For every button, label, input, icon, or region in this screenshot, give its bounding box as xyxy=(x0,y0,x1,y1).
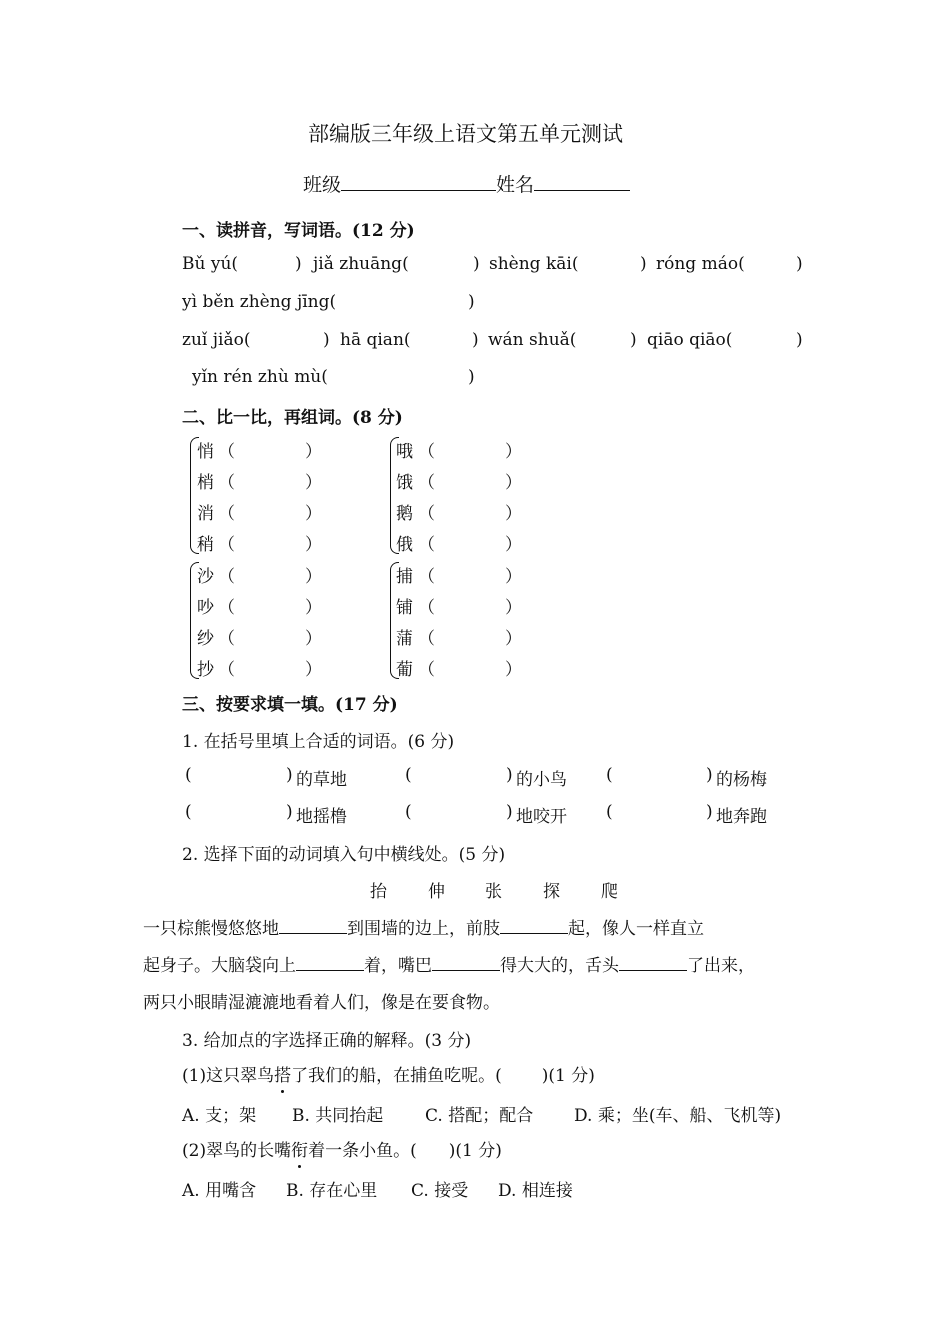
option: D. 相连接 xyxy=(498,1181,573,1201)
answer-paren-close: ） xyxy=(505,442,522,462)
answer-paren-close: ） xyxy=(505,660,522,680)
fill-blank[interactable] xyxy=(500,915,568,934)
answer-paren-close: ） xyxy=(305,473,322,493)
answer-paren-close: ） xyxy=(505,598,522,618)
section-1-heading: 一、读拼音，写词语。(12 分) xyxy=(182,221,415,241)
answer-paren-open: ( xyxy=(185,802,192,822)
answer-paren-close: ) xyxy=(796,330,803,350)
compare-char: 俄 xyxy=(396,535,413,555)
option: C. 接受 xyxy=(411,1181,469,1201)
compare-char: 铺 xyxy=(396,598,413,618)
answer-paren-close: ） xyxy=(305,535,322,555)
compare-char: 葡 xyxy=(396,660,413,680)
answer-paren-close: ) xyxy=(506,765,513,785)
answer-paren-close: ) xyxy=(706,765,713,785)
passage-text: 着，嘴巴 xyxy=(364,956,432,976)
compare-char: 消 xyxy=(197,504,214,524)
compare-char: 稍 xyxy=(197,535,214,555)
answer-paren-close: ) xyxy=(286,765,293,785)
passage-line-1 xyxy=(143,914,704,939)
fill-blank[interactable] xyxy=(432,952,500,971)
score-text: )(1 分) xyxy=(448,1141,502,1161)
answer-paren-open: （ xyxy=(418,598,435,618)
name-blank[interactable] xyxy=(534,172,630,191)
option: B. 存在心里 xyxy=(286,1181,378,1201)
answer-paren-open: （ xyxy=(418,535,435,555)
answer-paren-open: （ xyxy=(218,442,235,462)
option: A. 支；架 xyxy=(182,1106,257,1126)
fill-blank[interactable] xyxy=(619,952,687,971)
compare-char: 沙 xyxy=(197,567,214,587)
compare-char: 抄 xyxy=(197,660,214,680)
answer-paren-open: ( xyxy=(405,765,412,785)
answer-paren-open: ( xyxy=(405,802,412,822)
score-text: )(1 分) xyxy=(541,1066,595,1086)
pinyin-item: Bǔ yú( xyxy=(182,254,239,274)
answer-paren-open: （ xyxy=(218,598,235,618)
answer-paren-close: ） xyxy=(505,535,522,555)
verb-option: 抬 xyxy=(370,882,387,902)
answer-paren-close: ） xyxy=(305,504,322,524)
compare-char: 饿 xyxy=(396,473,413,493)
answer-paren-close: ) xyxy=(286,802,293,822)
answer-paren-close: ） xyxy=(505,567,522,587)
compare-char: 梢 xyxy=(197,473,214,493)
pinyin-item: qiāo qiāo( xyxy=(647,330,733,350)
question-3-label: 3. 给加点的字选择正确的解释。(3 分) xyxy=(182,1031,472,1051)
answer-paren-open: （ xyxy=(218,473,235,493)
sub-question-text: 了我们的船，在捕鱼吃呢。( xyxy=(291,1066,502,1086)
pinyin-item: róng máo( xyxy=(656,254,745,274)
compare-char: 哦 xyxy=(396,442,413,462)
fill-item: 地咬开 xyxy=(516,807,567,827)
answer-paren-close: ) xyxy=(796,254,803,274)
fill-item: 的小鸟 xyxy=(516,770,567,790)
answer-paren-close: ) xyxy=(468,367,475,387)
passage-text: 到围墙的边上，前肢 xyxy=(347,919,500,939)
answer-paren-close: ） xyxy=(305,598,322,618)
fill-item: 的草地 xyxy=(296,770,347,790)
answer-paren-open: （ xyxy=(218,535,235,555)
answer-paren-open: （ xyxy=(218,567,235,587)
answer-paren-open: （ xyxy=(218,504,235,524)
answer-paren-close: ) xyxy=(295,254,302,274)
answer-paren-open: （ xyxy=(418,473,435,493)
passage-text: 一只棕熊慢悠悠地 xyxy=(143,919,279,939)
answer-paren-open: （ xyxy=(418,567,435,587)
verb-option: 伸 xyxy=(428,882,445,902)
question-2-label: 2. 选择下面的动词填入句中横线处。(5 分) xyxy=(182,845,506,865)
option: C. 搭配；配合 xyxy=(425,1106,534,1126)
sub-question-text: 着一条小鱼。( xyxy=(308,1141,417,1161)
answer-paren-open: （ xyxy=(218,660,235,680)
sub-question-text: (1)这只翠鸟 xyxy=(182,1066,275,1086)
page-title: 部编版三年级上语文第五单元测试 xyxy=(308,122,623,146)
answer-paren-close: ） xyxy=(305,629,322,649)
answer-paren-close: ） xyxy=(305,660,322,680)
fill-item: 地摇橹 xyxy=(296,807,347,827)
answer-paren-close: ） xyxy=(505,473,522,493)
compare-char: 蒲 xyxy=(396,629,413,649)
pinyin-item: zuǐ jiǎo( xyxy=(182,330,251,350)
pinyin-item: wán shuǎ( xyxy=(488,330,577,350)
answer-paren-close: ） xyxy=(305,442,322,462)
answer-paren-open: （ xyxy=(418,442,435,462)
section-2-heading: 二、比一比，再组词。(8 分) xyxy=(182,408,403,428)
answer-paren-close: ) xyxy=(640,254,647,274)
answer-paren-open: （ xyxy=(418,504,435,524)
compare-char: 鹅 xyxy=(396,504,413,524)
answer-paren-open: ( xyxy=(606,802,613,822)
option: B. 共同抬起 xyxy=(292,1106,384,1126)
student-info-line xyxy=(303,170,630,197)
compare-char: 悄 xyxy=(197,442,214,462)
question-1-label: 1. 在括号里填上合适的词语。(6 分) xyxy=(182,732,455,752)
name-label: 姓名 xyxy=(496,174,535,196)
fill-item: 地奔跑 xyxy=(716,807,767,827)
sub-question-1 xyxy=(182,1061,595,1086)
passage-text: 了出来， xyxy=(687,956,755,976)
compare-char: 吵 xyxy=(197,598,214,618)
compare-char: 捕 xyxy=(396,567,413,587)
answer-paren-close: ） xyxy=(505,504,522,524)
fill-blank[interactable] xyxy=(279,915,347,934)
answer-paren-open: （ xyxy=(418,629,435,649)
sub-question-2 xyxy=(182,1136,502,1161)
answer-paren-close: ） xyxy=(505,629,522,649)
answer-paren-close: ) xyxy=(468,292,475,312)
verb-option: 探 xyxy=(543,882,560,902)
answer-paren-open: ( xyxy=(606,765,613,785)
answer-paren-close: ) xyxy=(506,802,513,822)
compare-char: 纱 xyxy=(197,629,214,649)
passage-text: 起，像人一样直立 xyxy=(568,919,704,939)
pinyin-item: hā qian( xyxy=(340,330,411,350)
passage-text: 得大大的，舌头 xyxy=(500,956,619,976)
dotted-char: 搭 xyxy=(274,1061,291,1086)
passage-line-3: 两只小眼睛湿漉漉地看着人们，像是在要食物。 xyxy=(143,993,500,1013)
pinyin-item: yǐn rén zhù mù( xyxy=(192,367,328,387)
answer-paren-close: ) xyxy=(473,254,480,274)
answer-paren-close: ） xyxy=(305,567,322,587)
answer-paren-open: （ xyxy=(418,660,435,680)
option: A. 用嘴含 xyxy=(182,1181,257,1201)
pinyin-item: jiǎ zhuāng( xyxy=(313,254,409,274)
passage-line-2 xyxy=(143,951,755,976)
answer-paren-open: ( xyxy=(185,765,192,785)
option: D. 乘；坐(车、船、飞机等) xyxy=(574,1106,782,1126)
answer-paren-close: ) xyxy=(472,330,479,350)
pinyin-item: yì běn zhèng jīng( xyxy=(182,292,337,312)
verb-option: 张 xyxy=(485,882,502,902)
answer-paren-open: （ xyxy=(218,629,235,649)
answer-paren-close: ) xyxy=(630,330,637,350)
answer-paren-close: ) xyxy=(323,330,330,350)
class-blank[interactable] xyxy=(341,172,496,191)
class-label: 班级 xyxy=(303,174,342,196)
fill-blank[interactable] xyxy=(296,952,364,971)
verb-option: 爬 xyxy=(601,882,618,902)
section-3-heading: 三、按要求填一填。(17 分) xyxy=(182,695,398,715)
dotted-char: 衔 xyxy=(291,1136,308,1161)
pinyin-item: shèng kāi( xyxy=(489,254,579,274)
sub-question-text: (2)翠鸟的长嘴 xyxy=(182,1141,292,1161)
fill-item: 的杨梅 xyxy=(716,770,767,790)
passage-text: 起身子。大脑袋向上 xyxy=(143,956,296,976)
answer-paren-close: ) xyxy=(706,802,713,822)
